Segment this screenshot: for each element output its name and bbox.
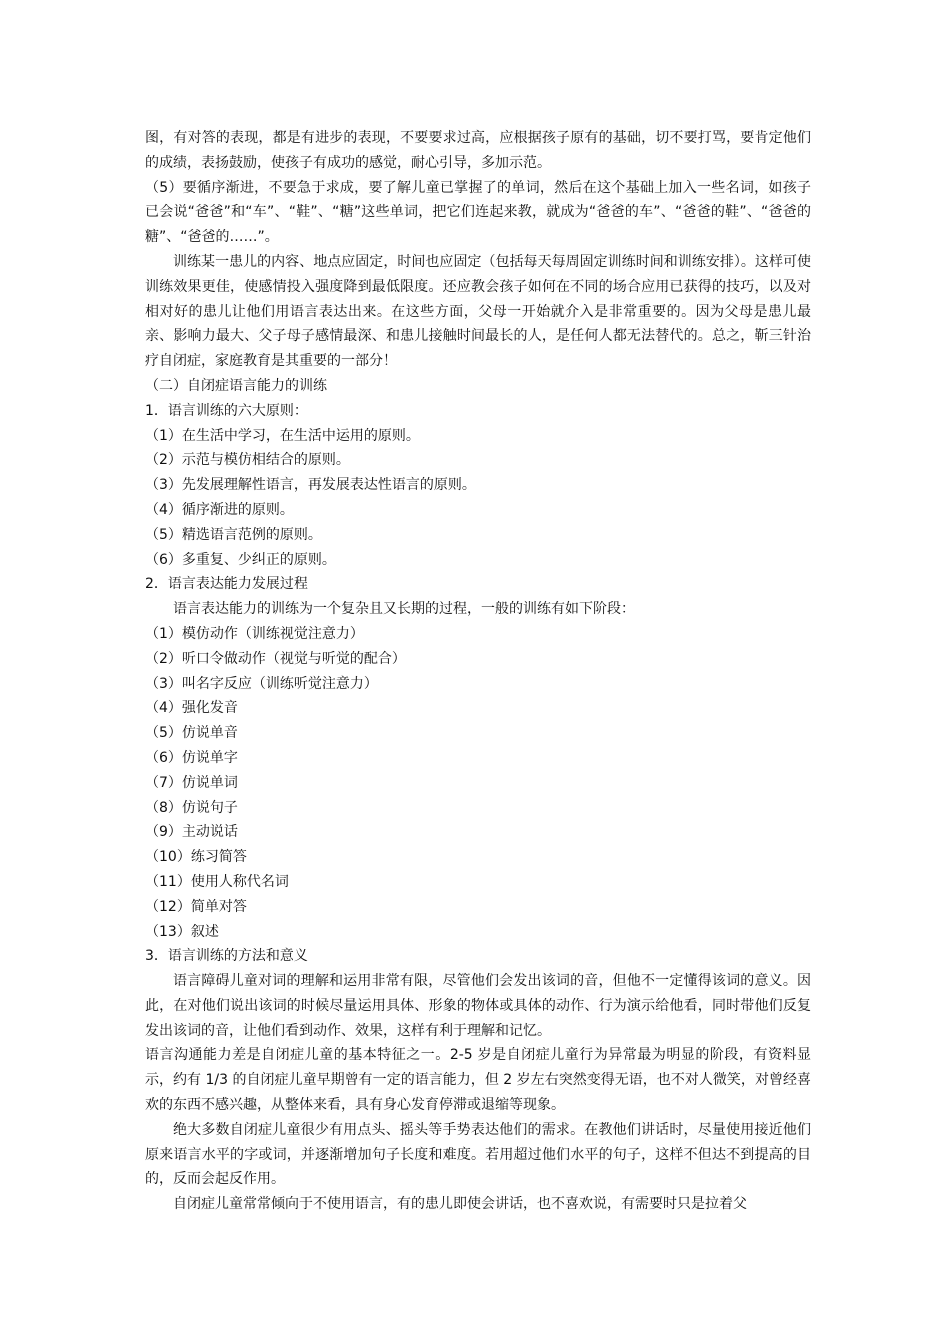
list-item: （1）模仿动作（训练视觉注意力） — [145, 625, 364, 642]
list-item: （12）简单对答 — [145, 898, 247, 915]
list-item: （5）仿说单音 — [145, 725, 238, 742]
list-item: （1）在生活中学习，在生活中运用的原则。 — [145, 427, 420, 444]
paragraph: 自闭症儿童常常倾向于不使用语言，有的患儿即使会讲话，也不喜欢说，有需要时只是拉着父 — [173, 1196, 747, 1213]
paragraph: 图，有对答的表现，都是有进步的表现，不要要求过高，应根据孩子原有的基础，切不要打骂，要肯定他们的成绩，表扬鼓励，使孩子有成功的感觉，耐心引导，多加示范。 — [145, 130, 811, 171]
list-item: （2）示范与模仿相结合的原则。 — [145, 452, 350, 469]
paragraph: 训练某一患儿的内容、地点应固定，时间也应固定（包括每天每周固定训练时间和训练安排）。这样可使训练效果更佳，使感情投入强度降到最低限度。还应教会孩子如何在不同的场合应用已获得的技巧，以及对相对好的患儿让他们用语言表达出来。在这些方面，父母一开始就介入是非常重要的。因为父母是患儿最亲、影响力最大、父子母子感情最深、和患儿接触时间最长的人，是任何人都无法替代的。总之，靳三针治疗自闭症，家庭教育是其重要的一部分！ — [145, 253, 811, 370]
list-item: （10）练习简答 — [145, 849, 247, 866]
list-item: （3）叫名字反应（训练听觉注意力） — [145, 675, 378, 692]
list-item: （6）多重复、少纠正的原则。 — [145, 551, 336, 568]
list-item: （9）主动说话 — [145, 824, 238, 841]
list-item: （4）循序渐进的原则。 — [145, 501, 294, 518]
paragraph: 语言沟通能力差是自闭症儿童的基本特征之一。2-5 岁是自闭症儿童行为异常最为明显的阶段，有资料显示，约有 1/3 的自闭症儿童早期曾有一定的语言能力，但 2 岁左右突然变得无语，也不对人微笑，对曾经喜欢的东西不感兴趣，从整体来看，具有身心发育停滞或退缩等现象。 — [145, 1047, 811, 1114]
subsection-heading: 1．语言训练的六大原则： — [145, 402, 308, 419]
paragraph: （5）要循序渐进，不要急于求成，要了解儿童已掌握了的单词，然后在这个基础上加入一些名词，如孩子已会说“爸爸”和“车”、“鞋”、“糖”这些单词，把它们连起来教，就成为“爸爸的车”、“爸爸的鞋”、“爸爸的糖”、“爸爸的……”。 — [145, 179, 811, 246]
list-item: （2）听口令做动作（视觉与听觉的配合） — [145, 650, 406, 667]
document-body — [145, 126, 811, 1217]
list-item: （8）仿说句子 — [145, 799, 238, 816]
paragraph: 语言表达能力的训练为一个复杂且又长期的过程，一般的训练有如下阶段： — [173, 601, 635, 618]
list-item: （6）仿说单字 — [145, 749, 238, 766]
subsection-heading: 2．语言表达能力发展过程 — [145, 576, 308, 593]
paragraph: 语言障碍儿童对词的理解和运用非常有限，尽管他们会发出该词的音，但他不一定懂得该词的意义。因此，在对他们说出该词的时候尽量运用具体、形象的物体或具体的动作、行为演示给他看，同时带他们反复发出该词的音，让他们看到动作、效果，这样有利于理解和记忆。 — [145, 973, 811, 1039]
list-item: （3）先发展理解性语言，再发展表达性语言的原则。 — [145, 477, 476, 494]
list-item: （7）仿说单词 — [145, 774, 238, 791]
section-heading: （二）自闭症语言能力的训练 — [145, 377, 327, 394]
list-item: （4）强化发音 — [145, 700, 238, 717]
list-item: （13）叙述 — [145, 923, 219, 940]
subsection-heading: 3．语言训练的方法和意义 — [145, 948, 308, 965]
list-item: （5）精选语言范例的原则。 — [145, 526, 322, 543]
paragraph: 绝大多数自闭症儿童很少有用点头、摇头等手势表达他们的需求。在教他们讲话时，尽量使用接近他们原来语言水平的字或词，并逐渐增加句子长度和难度。若用超过他们水平的句子，这样不但达不到提高的目的，反而会起反作用。 — [145, 1121, 811, 1188]
list-item: （11）使用人称代名词 — [145, 873, 289, 890]
